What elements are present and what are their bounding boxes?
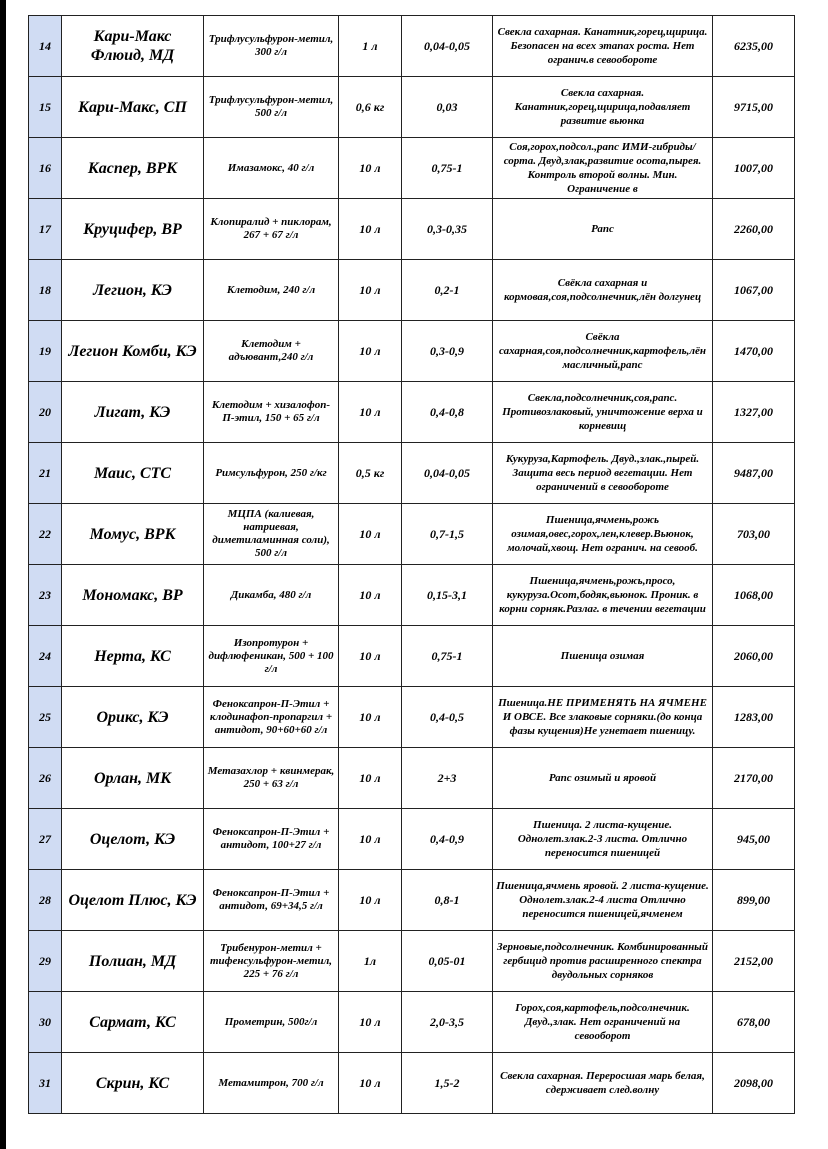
- product-name-cell: Кари-Макс Флюид, МД: [62, 16, 204, 77]
- package-size-cell: 10 л: [339, 138, 402, 199]
- product-name-cell: Легион Комби, КЭ: [62, 321, 204, 382]
- row-number-cell: 28: [29, 870, 62, 931]
- product-name-cell: Мономакс, ВР: [62, 565, 204, 626]
- table-row: [29, 138, 795, 199]
- active-ingredient-cell: Трифлусульфурон-метил, 300 г/л: [204, 16, 339, 77]
- product-name-cell: Орикс, КЭ: [62, 687, 204, 748]
- package-size-cell: 10 л: [339, 687, 402, 748]
- table-row: [29, 626, 795, 687]
- application-rate-cell: 0,04-0,05: [402, 16, 493, 77]
- active-ingredient-cell: Клетодим, 240 г/л: [204, 260, 339, 321]
- crop-description-cell: Свекла сахарная. Переросшая марь белая, сдерживает след.волну: [493, 1053, 713, 1114]
- row-number-cell: 18: [29, 260, 62, 321]
- application-rate-cell: 0,75-1: [402, 138, 493, 199]
- table-row: [29, 565, 795, 626]
- table-row: [29, 748, 795, 809]
- price-cell: 1068,00: [713, 565, 795, 626]
- table-row: [29, 199, 795, 260]
- price-cell: 2260,00: [713, 199, 795, 260]
- crop-description-cell: Свекла сахарная. Канатник,горец,щирица. Безопасен на всех этапах роста. Нет огранич.в севообороте: [493, 16, 713, 77]
- row-number-cell: 22: [29, 504, 62, 565]
- crop-description-cell: Рапс озимый и яровой: [493, 748, 713, 809]
- active-ingredient-cell: Метамитрон, 700 г/л: [204, 1053, 339, 1114]
- application-rate-cell: 0,2-1: [402, 260, 493, 321]
- application-rate-cell: 0,05-01: [402, 931, 493, 992]
- active-ingredient-cell: Клетодим + хизалофоп-П-этил, 150 + 65 г/л: [204, 382, 339, 443]
- active-ingredient-cell: Дикамба, 480 г/л: [204, 565, 339, 626]
- price-cell: 703,00: [713, 504, 795, 565]
- price-cell: 2060,00: [713, 626, 795, 687]
- row-number-cell: 15: [29, 77, 62, 138]
- package-size-cell: 10 л: [339, 992, 402, 1053]
- active-ingredient-cell: Трибенурон-метил + тифенсульфурон-метил, 225 + 76 г/л: [204, 931, 339, 992]
- crop-description-cell: Свекла сахарная. Канатник,горец,щирица,подавляет развитие вьюнка: [493, 77, 713, 138]
- application-rate-cell: 2,0-3,5: [402, 992, 493, 1053]
- product-name-cell: Легион, КЭ: [62, 260, 204, 321]
- active-ingredient-cell: Метазахлор + квинмерак, 250 + 63 г/л: [204, 748, 339, 809]
- row-number-cell: 20: [29, 382, 62, 443]
- crop-description-cell: Соя,горох,подсол.,рапс ИМИ-гибриды/сорта. Двуд,злак,развитие осота,пырея. Контроль второй волны. Мин. Ограничение в: [493, 138, 713, 199]
- table-row: [29, 382, 795, 443]
- price-cell: 6235,00: [713, 16, 795, 77]
- crop-description-cell: Рапс: [493, 199, 713, 260]
- package-size-cell: 0,5 кг: [339, 443, 402, 504]
- price-cell: 1007,00: [713, 138, 795, 199]
- package-size-cell: 0,6 кг: [339, 77, 402, 138]
- active-ingredient-cell: Клетодим + адъювант,240 г/л: [204, 321, 339, 382]
- application-rate-cell: 0,4-0,8: [402, 382, 493, 443]
- row-number-cell: 31: [29, 1053, 62, 1114]
- product-name-cell: Сармат, КС: [62, 992, 204, 1053]
- product-name-cell: Орлан, МК: [62, 748, 204, 809]
- active-ingredient-cell: Имазамокс, 40 г/л: [204, 138, 339, 199]
- active-ingredient-cell: Феноксапрон-П-Этил + клодинафоп-пропаргил + антидот, 90+60+60 г/л: [204, 687, 339, 748]
- package-size-cell: 1л: [339, 931, 402, 992]
- row-number-cell: 14: [29, 16, 62, 77]
- crop-description-cell: Пшеница,ячмень,рожь,просо, кукуруза.Осот,бодяк,вьюнок. Проник. в корни сорняк.Разлаг. в течении вегетации: [493, 565, 713, 626]
- price-cell: 1327,00: [713, 382, 795, 443]
- table-row: [29, 992, 795, 1053]
- row-number-cell: 24: [29, 626, 62, 687]
- crop-description-cell: Пшеница,ячмень яровой. 2 листа-кущение. Однолет.злак.2-4 листа Отлично переносится пшеницей,ячменем: [493, 870, 713, 931]
- application-rate-cell: 0,7-1,5: [402, 504, 493, 565]
- price-cell: 1283,00: [713, 687, 795, 748]
- price-cell: 899,00: [713, 870, 795, 931]
- row-number-cell: 21: [29, 443, 62, 504]
- package-size-cell: 10 л: [339, 321, 402, 382]
- crop-description-cell: Свекла,подсолнечник,соя,рапс. Противозлаковый, уничтожение верха и корневищ: [493, 382, 713, 443]
- price-cell: 678,00: [713, 992, 795, 1053]
- product-name-cell: Оцелот, КЭ: [62, 809, 204, 870]
- application-rate-cell: 0,4-0,9: [402, 809, 493, 870]
- application-rate-cell: 0,3-0,9: [402, 321, 493, 382]
- row-number-cell: 27: [29, 809, 62, 870]
- row-number-cell: 30: [29, 992, 62, 1053]
- product-name-cell: Кари-Макс, СП: [62, 77, 204, 138]
- crop-description-cell: Свёкла сахарная,соя,подсолнечник,картофель,лён масличный,рапс: [493, 321, 713, 382]
- left-edge-bar: [0, 0, 6, 1149]
- crop-description-cell: Зерновые,подсолнечник. Комбинированный гербицид против расширенного спектра двудольных сорняков: [493, 931, 713, 992]
- crop-description-cell: Пшеница.НЕ ПРИМЕНЯТЬ НА ЯЧМЕНЕ И ОВСЕ. Все злаковые сорняки.(до конца фазы кущения)Не угнетает пшеницу.: [493, 687, 713, 748]
- product-name-cell: Скрин, КС: [62, 1053, 204, 1114]
- table-row: [29, 77, 795, 138]
- table-row: [29, 809, 795, 870]
- crop-description-cell: Горох,соя,картофель,подсолнечник. Двуд.,злак. Нет ограничений на севооборот: [493, 992, 713, 1053]
- package-size-cell: 10 л: [339, 260, 402, 321]
- application-rate-cell: 2+3: [402, 748, 493, 809]
- product-name-cell: Круцифер, ВР: [62, 199, 204, 260]
- table-row: [29, 931, 795, 992]
- row-number-cell: 25: [29, 687, 62, 748]
- package-size-cell: 10 л: [339, 504, 402, 565]
- price-cell: 2170,00: [713, 748, 795, 809]
- application-rate-cell: 1,5-2: [402, 1053, 493, 1114]
- price-cell: 9715,00: [713, 77, 795, 138]
- package-size-cell: 10 л: [339, 748, 402, 809]
- application-rate-cell: 0,4-0,5: [402, 687, 493, 748]
- table-row: [29, 870, 795, 931]
- active-ingredient-cell: Феноксапрон-П-Этил + антидот, 69+34,5 г/л: [204, 870, 339, 931]
- product-name-cell: Полиан, МД: [62, 931, 204, 992]
- row-number-cell: 17: [29, 199, 62, 260]
- row-number-cell: 26: [29, 748, 62, 809]
- active-ingredient-cell: Феноксапрон-П-Этил + антидот, 100+27 г/л: [204, 809, 339, 870]
- package-size-cell: 10 л: [339, 870, 402, 931]
- price-cell: 9487,00: [713, 443, 795, 504]
- application-rate-cell: 0,3-0,35: [402, 199, 493, 260]
- product-price-table: [28, 15, 795, 1114]
- active-ingredient-cell: Клопиралид + пиклорам, 267 + 67 г/л: [204, 199, 339, 260]
- application-rate-cell: 0,03: [402, 77, 493, 138]
- price-cell: 1067,00: [713, 260, 795, 321]
- package-size-cell: 10 л: [339, 199, 402, 260]
- active-ingredient-cell: Римсульфурон, 250 г/кг: [204, 443, 339, 504]
- row-number-cell: 16: [29, 138, 62, 199]
- crop-description-cell: Свёкла сахарная и кормовая,соя,подсолнечник,лён долгунец: [493, 260, 713, 321]
- active-ingredient-cell: Прометрин, 500г/л: [204, 992, 339, 1053]
- table-row: [29, 443, 795, 504]
- table-row: [29, 321, 795, 382]
- price-cell: 2098,00: [713, 1053, 795, 1114]
- table-body: [29, 16, 795, 1114]
- product-name-cell: Момус, ВРК: [62, 504, 204, 565]
- table-row: [29, 260, 795, 321]
- row-number-cell: 23: [29, 565, 62, 626]
- application-rate-cell: 0,15-3,1: [402, 565, 493, 626]
- crop-description-cell: Кукуруза,Картофель. Двуд.,злак.,пырей. Защита весь период вегетации. Нет ограничений в севообороте: [493, 443, 713, 504]
- crop-description-cell: Пшеница озимая: [493, 626, 713, 687]
- crop-description-cell: Пшеница,ячмень,рожь озимая,овес,горох,лен,клевер.Вьюнок, молочай,хвощ. Нет огранич. на севооб.: [493, 504, 713, 565]
- table-row: [29, 16, 795, 77]
- product-name-cell: Каспер, ВРК: [62, 138, 204, 199]
- application-rate-cell: 0,8-1: [402, 870, 493, 931]
- table-row: [29, 1053, 795, 1114]
- application-rate-cell: 0,04-0,05: [402, 443, 493, 504]
- product-name-cell: Маис, СТС: [62, 443, 204, 504]
- product-name-cell: Лигат, КЭ: [62, 382, 204, 443]
- row-number-cell: 19: [29, 321, 62, 382]
- package-size-cell: 10 л: [339, 809, 402, 870]
- package-size-cell: 1 л: [339, 16, 402, 77]
- row-number-cell: 29: [29, 931, 62, 992]
- package-size-cell: 10 л: [339, 1053, 402, 1114]
- product-name-cell: Нерта, КС: [62, 626, 204, 687]
- price-cell: 1470,00: [713, 321, 795, 382]
- active-ingredient-cell: МЦПА (калиевая, натриевая, диметиламинная соли), 500 г/л: [204, 504, 339, 565]
- package-size-cell: 10 л: [339, 626, 402, 687]
- price-cell: 2152,00: [713, 931, 795, 992]
- price-cell: 945,00: [713, 809, 795, 870]
- application-rate-cell: 0,75-1: [402, 626, 493, 687]
- table-row: [29, 687, 795, 748]
- active-ingredient-cell: Трифлусульфурон-метил, 500 г/л: [204, 77, 339, 138]
- package-size-cell: 10 л: [339, 382, 402, 443]
- active-ingredient-cell: Изопротурон + дифлюфеникан, 500 + 100 г/л: [204, 626, 339, 687]
- crop-description-cell: Пшеница. 2 листа-кущение. Однолет.злак.2-3 листа. Отлично переносится пшеницей: [493, 809, 713, 870]
- product-name-cell: Оцелот Плюс, КЭ: [62, 870, 204, 931]
- package-size-cell: 10 л: [339, 565, 402, 626]
- table-row: [29, 504, 795, 565]
